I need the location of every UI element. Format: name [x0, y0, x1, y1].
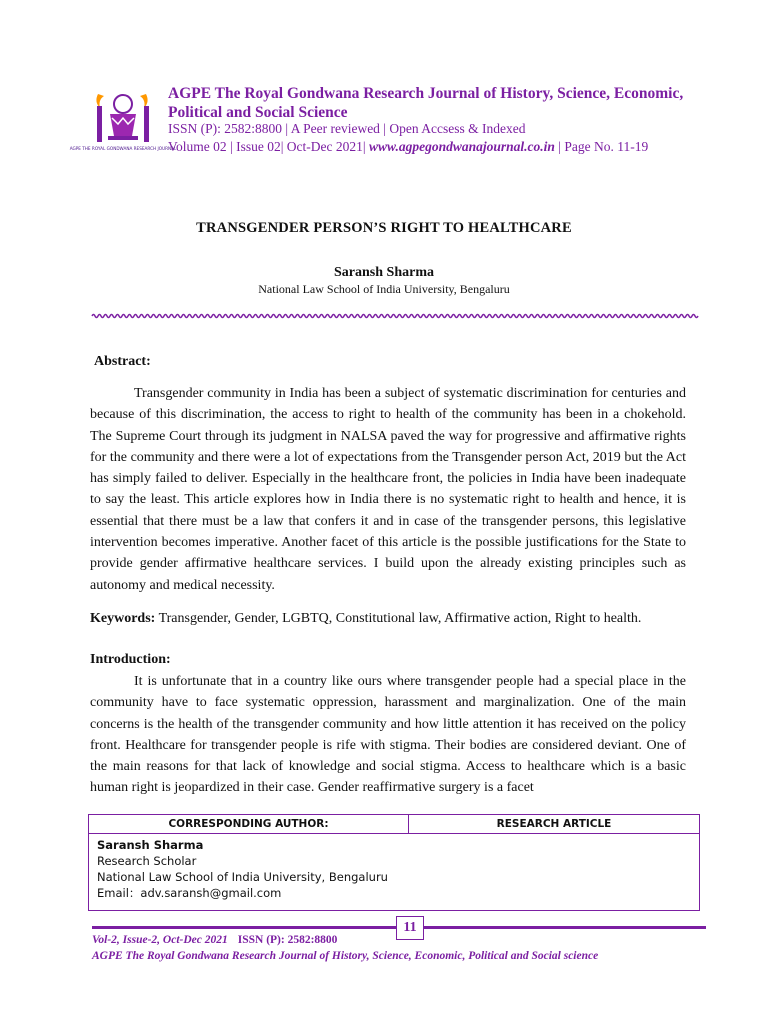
keywords-text: Transgender, Gender, LGBTQ, Constitutional law, Affirmative action, Right to health. — [155, 611, 642, 626]
corresponding-name: Saransh Sharma — [97, 838, 204, 852]
research-article-header: RESEARCH ARTICLE — [496, 818, 612, 830]
footer-issue: Vol-2, Issue-2, Oct-Dec 2021 — [92, 934, 228, 946]
introduction-heading: Introduction: — [90, 652, 171, 667]
author-affiliation: National Law School of India University, Bengaluru — [258, 282, 510, 296]
footer-journal-name: AGPE The Royal Gondwana Research Journal of History, Science, Economic, Political and Social science — [92, 950, 599, 962]
abstract-heading: Abstract: — [94, 354, 151, 369]
journal-url-link[interactable]: www.agpegondwanajournal.co.in — [365, 139, 555, 154]
journal-logo — [69, 84, 177, 162]
corresponding-author-box — [88, 814, 700, 911]
footer-issue-line — [92, 934, 337, 946]
page-range: | Page No. 11-19 — [554, 139, 649, 154]
issn-line: ISSN (P): 2582:8800 | A Peer reviewed | Open Accsess & Indexed — [168, 121, 526, 136]
corresponding-role: Research Scholar — [97, 854, 197, 868]
corresponding-institution: National Law School of India University, Bengaluru — [97, 870, 388, 884]
logo-caption: AGPE THE ROYAL GONDWANA RESEARCH JOURNAL — [69, 146, 177, 151]
keywords-line — [90, 609, 690, 629]
article-title: TRANSGENDER PERSON’S RIGHT TO HEALTHCARE — [196, 220, 572, 236]
corresponding-header-row — [89, 815, 699, 834]
corresponding-author-header: CORRESPONDING AUTHOR: — [89, 815, 409, 833]
author-name: Saransh Sharma — [334, 265, 434, 280]
volume-line — [168, 139, 648, 155]
footer-issn: ISSN (P): 2582:8800 — [237, 934, 338, 946]
introduction-text: It is unfortunate that in a country like ours where transgender people had a special place in the community have to face systematic oppression, harassment and marginalization. One of the main concerns is the health of the transgender community and how little attention it has received on the policy front. Healthcare for transgender people is rife with stigma. Their bodies are considered deviant. One of the main reasons for that lack of knowledge and social stigma. Access to healthcare which is a basic human right is jeopardized in their case. Gender reaffirmative surgery is a facet — [90, 674, 686, 796]
abstract-text: Transgender community in India has been a subject of systematic discrimination for centuries and because of this discrimination, the access to right to health of the community has been in a chokehold. The Supreme Court through its judgment in NALSA paved the way for progressive and affirmative rights for the community and there were a lot of expectations from the Transgender person Act, 2019 but the Act has simply failed to deliver. Especially in the healthcare front, the policies in India have been inadequate to say the least. This article explores how in India there is no systematic right to health and hence, it is essential that there must be a law that confers it and in case of the transgender persons, this legislative intervention becomes imperative. Another facet of this article is the possible justifications for the State to provide gender affirmative healthcare services. I build upon the already existing principles such as autonomy and medical necessity. — [90, 386, 686, 593]
corresponding-email[interactable]: Email：adv.saransh@gmail.com — [97, 886, 282, 900]
wavy-divider — [92, 313, 698, 319]
journal-title: AGPE The Royal Gondwana Research Journal of History, Science, Economic, Political and Social Science — [168, 85, 684, 121]
corresponding-details — [97, 837, 388, 901]
page-number: 11 — [396, 916, 424, 940]
volume-prefix: Volume 02 | Issue 02| Oct-Dec 2021| — [168, 139, 366, 154]
keywords-label: Keywords: — [90, 611, 156, 626]
